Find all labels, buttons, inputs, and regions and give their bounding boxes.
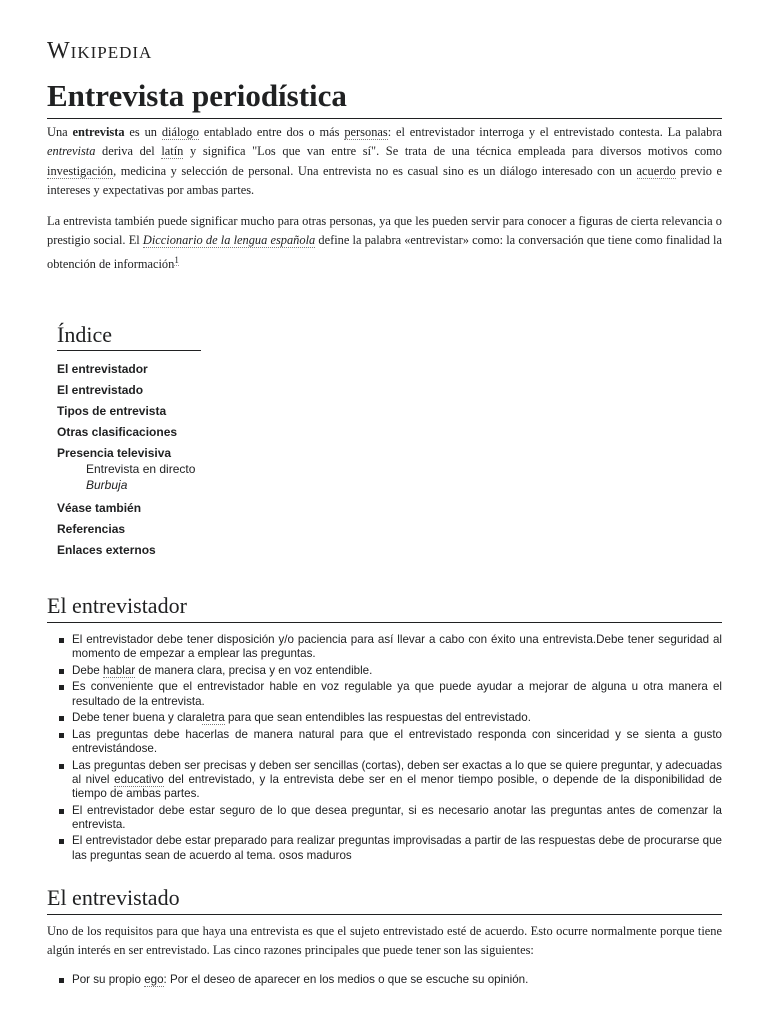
bold-term: entrevista bbox=[72, 125, 125, 139]
link-diccionario[interactable]: Diccionario de la lengua española bbox=[142, 233, 316, 248]
entrevistador-list bbox=[57, 633, 722, 865]
link-letra[interactable]: letra bbox=[202, 711, 225, 725]
toc-item[interactable]: Enlaces externos bbox=[57, 543, 156, 557]
list-item: Las preguntas debe hacerlas de manera natural para que el entrevistado responda con sinceridad y se sienta a gusto entrevistándose. bbox=[57, 728, 722, 756]
section-heading-entrevistado: El entrevistado bbox=[47, 884, 722, 915]
toc-item[interactable]: Otras clasificaciones bbox=[57, 425, 178, 439]
link-hablar[interactable]: hablar bbox=[102, 663, 136, 677]
toc-subitem[interactable]: Entrevista en directo bbox=[86, 462, 196, 476]
intro-paragraph-1: Una entrevista es un diálogo entablado entre dos o más personas: el entrevistador interroga y el entrevistado contesta. La palabra entrevista deriva del latín y significa "Los que van entre sí". Se trata de una técnica empleada para diversos motivos como investigación, medicina y selección de personal. Una entrevista no es casual sino es un diálogo interesado con un acuerdo previo e intereses y expectativas por ambas partes. bbox=[47, 125, 722, 198]
list-item: Por su propio ego: Por el deseo de aparecer en los medios o que se escuche su opinión. bbox=[57, 973, 722, 987]
toc-item[interactable]: Referencias bbox=[57, 522, 126, 536]
toc-item[interactable]: Véase también bbox=[57, 501, 142, 515]
page-title: Entrevista periodística bbox=[47, 76, 722, 119]
link-latin[interactable]: latín bbox=[161, 144, 184, 159]
reference-1[interactable]: 1 bbox=[174, 254, 179, 265]
list-item: Debe hablar de manera clara, precisa y en voz entendible. bbox=[57, 664, 722, 678]
list-item: Debe tener buena y claraletra para que sean entendibles las respuestas del entrevistado. bbox=[57, 711, 722, 725]
list-item: Es conveniente que el entrevistador hable en voz regulable ya que puede ayudar a mejorar de alguna u otra manera el resultado de la entrevista. bbox=[57, 680, 722, 708]
intro-paragraph-2: La entrevista también puede significar mucho para otras personas, ya que les pueden servir para conocer a figuras de cierta relevancia o prestigio social. El Diccionario de la lengua española define la palabra «entrevistar» como: la conversación que tiene como finalidad la obtención de información$^1$ bbox=[47, 214, 722, 271]
toc-item[interactable]: Tipos de entrevista bbox=[57, 404, 167, 418]
link-personas[interactable]: personas bbox=[344, 125, 388, 139]
list-item: El entrevistador debe estar seguro de lo que desea preguntar, si es necesario anotar las preguntas antes de comenzar la entrevista. bbox=[57, 804, 722, 832]
link-investigacion[interactable]: investigación bbox=[47, 163, 114, 178]
toc-item[interactable]: El entrevistado bbox=[57, 383, 144, 397]
link-dialogo[interactable]: diálogo bbox=[161, 125, 199, 139]
list-item: El entrevistador debe tener disposición y/o paciencia para así llevar a cabo con éxito una entrevista.Debe tener seguridad al momento de empezar a emplear las preguntas. bbox=[57, 633, 722, 661]
link-acuerdo[interactable]: acuerdo bbox=[636, 163, 676, 178]
toc-item[interactable]: El entrevistador bbox=[57, 362, 148, 376]
toc-item[interactable]: Presencia televisiva bbox=[57, 446, 172, 460]
section-heading-entrevistador: El entrevistador bbox=[47, 592, 722, 623]
table-of-contents bbox=[57, 320, 207, 561]
entrevistado-paragraph: Uno de los requisitos para que haya una entrevista es que el sujeto entrevistado esté de acuerdo. Esto ocurre normalmente porque tiene algún interés en ser entrevistado. Las cinco razones principales que puede tener son las siguientes: bbox=[47, 924, 722, 958]
link-ego[interactable]: ego bbox=[144, 973, 164, 986]
logo-text: Wikipedia bbox=[47, 38, 153, 64]
list-item: Las preguntas deben ser precisas y deben ser sencillas (cortas), deben ser exactas a lo que se quiere preguntar, y adecuadas al nivel educativo del entrevistado, y la entrevista debe ser en el menor tiempo posible, o depende de la disponibilidad de tiempo de ambas partes. bbox=[57, 759, 722, 802]
entrevistado-list bbox=[57, 973, 722, 990]
wikipedia-logo[interactable] bbox=[47, 38, 152, 65]
toc-subitem[interactable]: Burbuja bbox=[86, 478, 128, 492]
toc-list bbox=[57, 359, 207, 561]
list-item: El entrevistador debe estar preparado para realizar preguntas improvisadas a partir de las respuestas debe de procurarse que las preguntas sean de acuerdo al tema. osos maduros bbox=[57, 834, 722, 862]
link-educativo[interactable]: educativo bbox=[114, 772, 164, 786]
toc-heading: Índice bbox=[57, 320, 201, 351]
